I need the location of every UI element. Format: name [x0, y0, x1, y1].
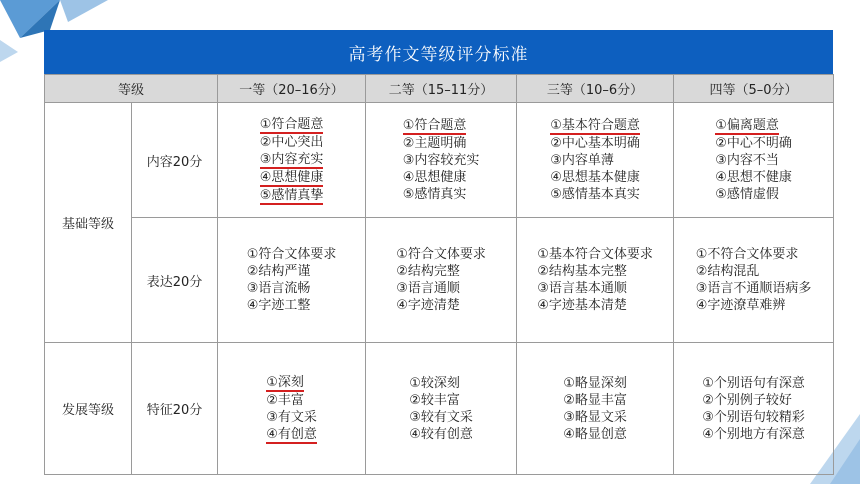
criterion-item: ①略显深刻 [563, 375, 627, 391]
header-row [45, 75, 834, 103]
criterion-item: ①符合题意 [259, 116, 324, 132]
criterion-item: ④字迹清楚 [396, 298, 460, 313]
table-cell [674, 218, 834, 343]
table-cell [674, 103, 834, 218]
table-cell [218, 103, 366, 218]
table-title: 高考作文等级评分标准 [44, 30, 833, 74]
criterion-item: ①符合题意 [402, 118, 467, 133]
sub-feature: 特征20分 [132, 343, 218, 475]
criterion-item: ②结构混乱 [695, 264, 760, 279]
criterion-item: ④有创意 [266, 426, 317, 442]
criterion-item: ③较有文采 [409, 409, 473, 425]
criterion-item: ③内容充实 [259, 151, 324, 167]
group-development-level: 发展等级 [45, 343, 132, 475]
criterion-item: ③语言通顺 [396, 281, 460, 296]
criterion-item: ④思想健康 [402, 170, 467, 185]
criterion-item: ②结构完整 [396, 264, 460, 279]
criterion-item: ①基本符合题意 [550, 118, 640, 133]
criterion-item: ②结构严谨 [246, 264, 311, 279]
header-level: 等级 [45, 75, 218, 103]
table-cell [517, 343, 674, 475]
criterion-item: ⑤感情基本真实 [550, 187, 640, 202]
criterion-item: ③有文采 [266, 409, 317, 425]
sub-content: 内容20分 [132, 103, 218, 218]
criterion-item: ③语言不通顺语病多 [695, 281, 812, 296]
header-third-class: 三等（10–6分） [517, 75, 674, 103]
table-row [45, 103, 834, 218]
criterion-item: ④思想不健康 [715, 170, 792, 185]
group-basic-level: 基础等级 [45, 103, 132, 343]
table-cell [218, 218, 366, 343]
table-row [45, 343, 834, 475]
criterion-item: ①不符合文体要求 [695, 247, 799, 262]
header-second-class: 二等（15–11分） [366, 75, 517, 103]
criterion-item: ③语言基本通顺 [537, 281, 627, 296]
table-row [45, 218, 834, 343]
criterion-item: ②中心基本明确 [550, 136, 640, 151]
table-cell [366, 103, 517, 218]
header-first-class: 一等（20–16分） [218, 75, 366, 103]
criterion-item: ④字迹工整 [246, 298, 311, 313]
criterion-item: ③语言流畅 [246, 281, 311, 296]
criterion-item: ②丰富 [266, 392, 304, 408]
criterion-item: ③略显文采 [563, 409, 627, 425]
criterion-item: ③内容单薄 [550, 153, 614, 168]
table-cell [517, 103, 674, 218]
criterion-item: ②中心突出 [259, 134, 324, 150]
criterion-item: ③内容不当 [715, 153, 779, 168]
criterion-item: ⑤感情真挚 [259, 187, 324, 203]
sub-expression: 表达20分 [132, 218, 218, 343]
criterion-item: ④字迹潦草难辨 [695, 298, 786, 313]
criterion-item: ③个别语句较精彩 [702, 409, 805, 425]
criterion-item: ①符合文体要求 [396, 247, 486, 262]
grading-table-container [44, 30, 833, 475]
criterion-item: ①偏离题意 [715, 118, 779, 133]
criterion-item: ①基本符合文体要求 [537, 247, 653, 262]
criterion-item: ⑤感情真实 [402, 187, 467, 202]
criterion-item: ④字迹基本清楚 [537, 298, 627, 313]
criterion-item: ②略显丰富 [563, 392, 627, 408]
table-cell [517, 218, 674, 343]
criterion-item: ④思想基本健康 [550, 170, 640, 185]
criterion-item: ④个别地方有深意 [702, 426, 805, 442]
criterion-item: ①符合文体要求 [246, 247, 337, 262]
grading-standard-table [44, 74, 834, 475]
table-cell [366, 343, 517, 475]
criterion-item: ②结构基本完整 [537, 264, 627, 279]
criterion-item: ①较深刻 [409, 375, 460, 391]
table-cell [674, 343, 834, 475]
table-cell [366, 218, 517, 343]
criterion-item: ②中心不明确 [715, 136, 792, 151]
criterion-item: ⑤感情虚假 [715, 187, 779, 202]
criterion-item: ③内容较充实 [402, 153, 480, 168]
table-cell [218, 343, 366, 475]
criterion-item: ②主题明确 [402, 136, 467, 151]
criterion-item: ①个别语句有深意 [702, 375, 805, 391]
criterion-item: ④较有创意 [409, 426, 473, 442]
criterion-item: ④思想健康 [259, 169, 324, 185]
criterion-item: ④略显创意 [563, 426, 627, 442]
criterion-item: ①深刻 [266, 374, 304, 390]
header-fourth-class: 四等（5–0分） [674, 75, 834, 103]
criterion-item: ②较丰富 [409, 392, 460, 408]
criterion-item: ②个别例子较好 [702, 392, 792, 408]
